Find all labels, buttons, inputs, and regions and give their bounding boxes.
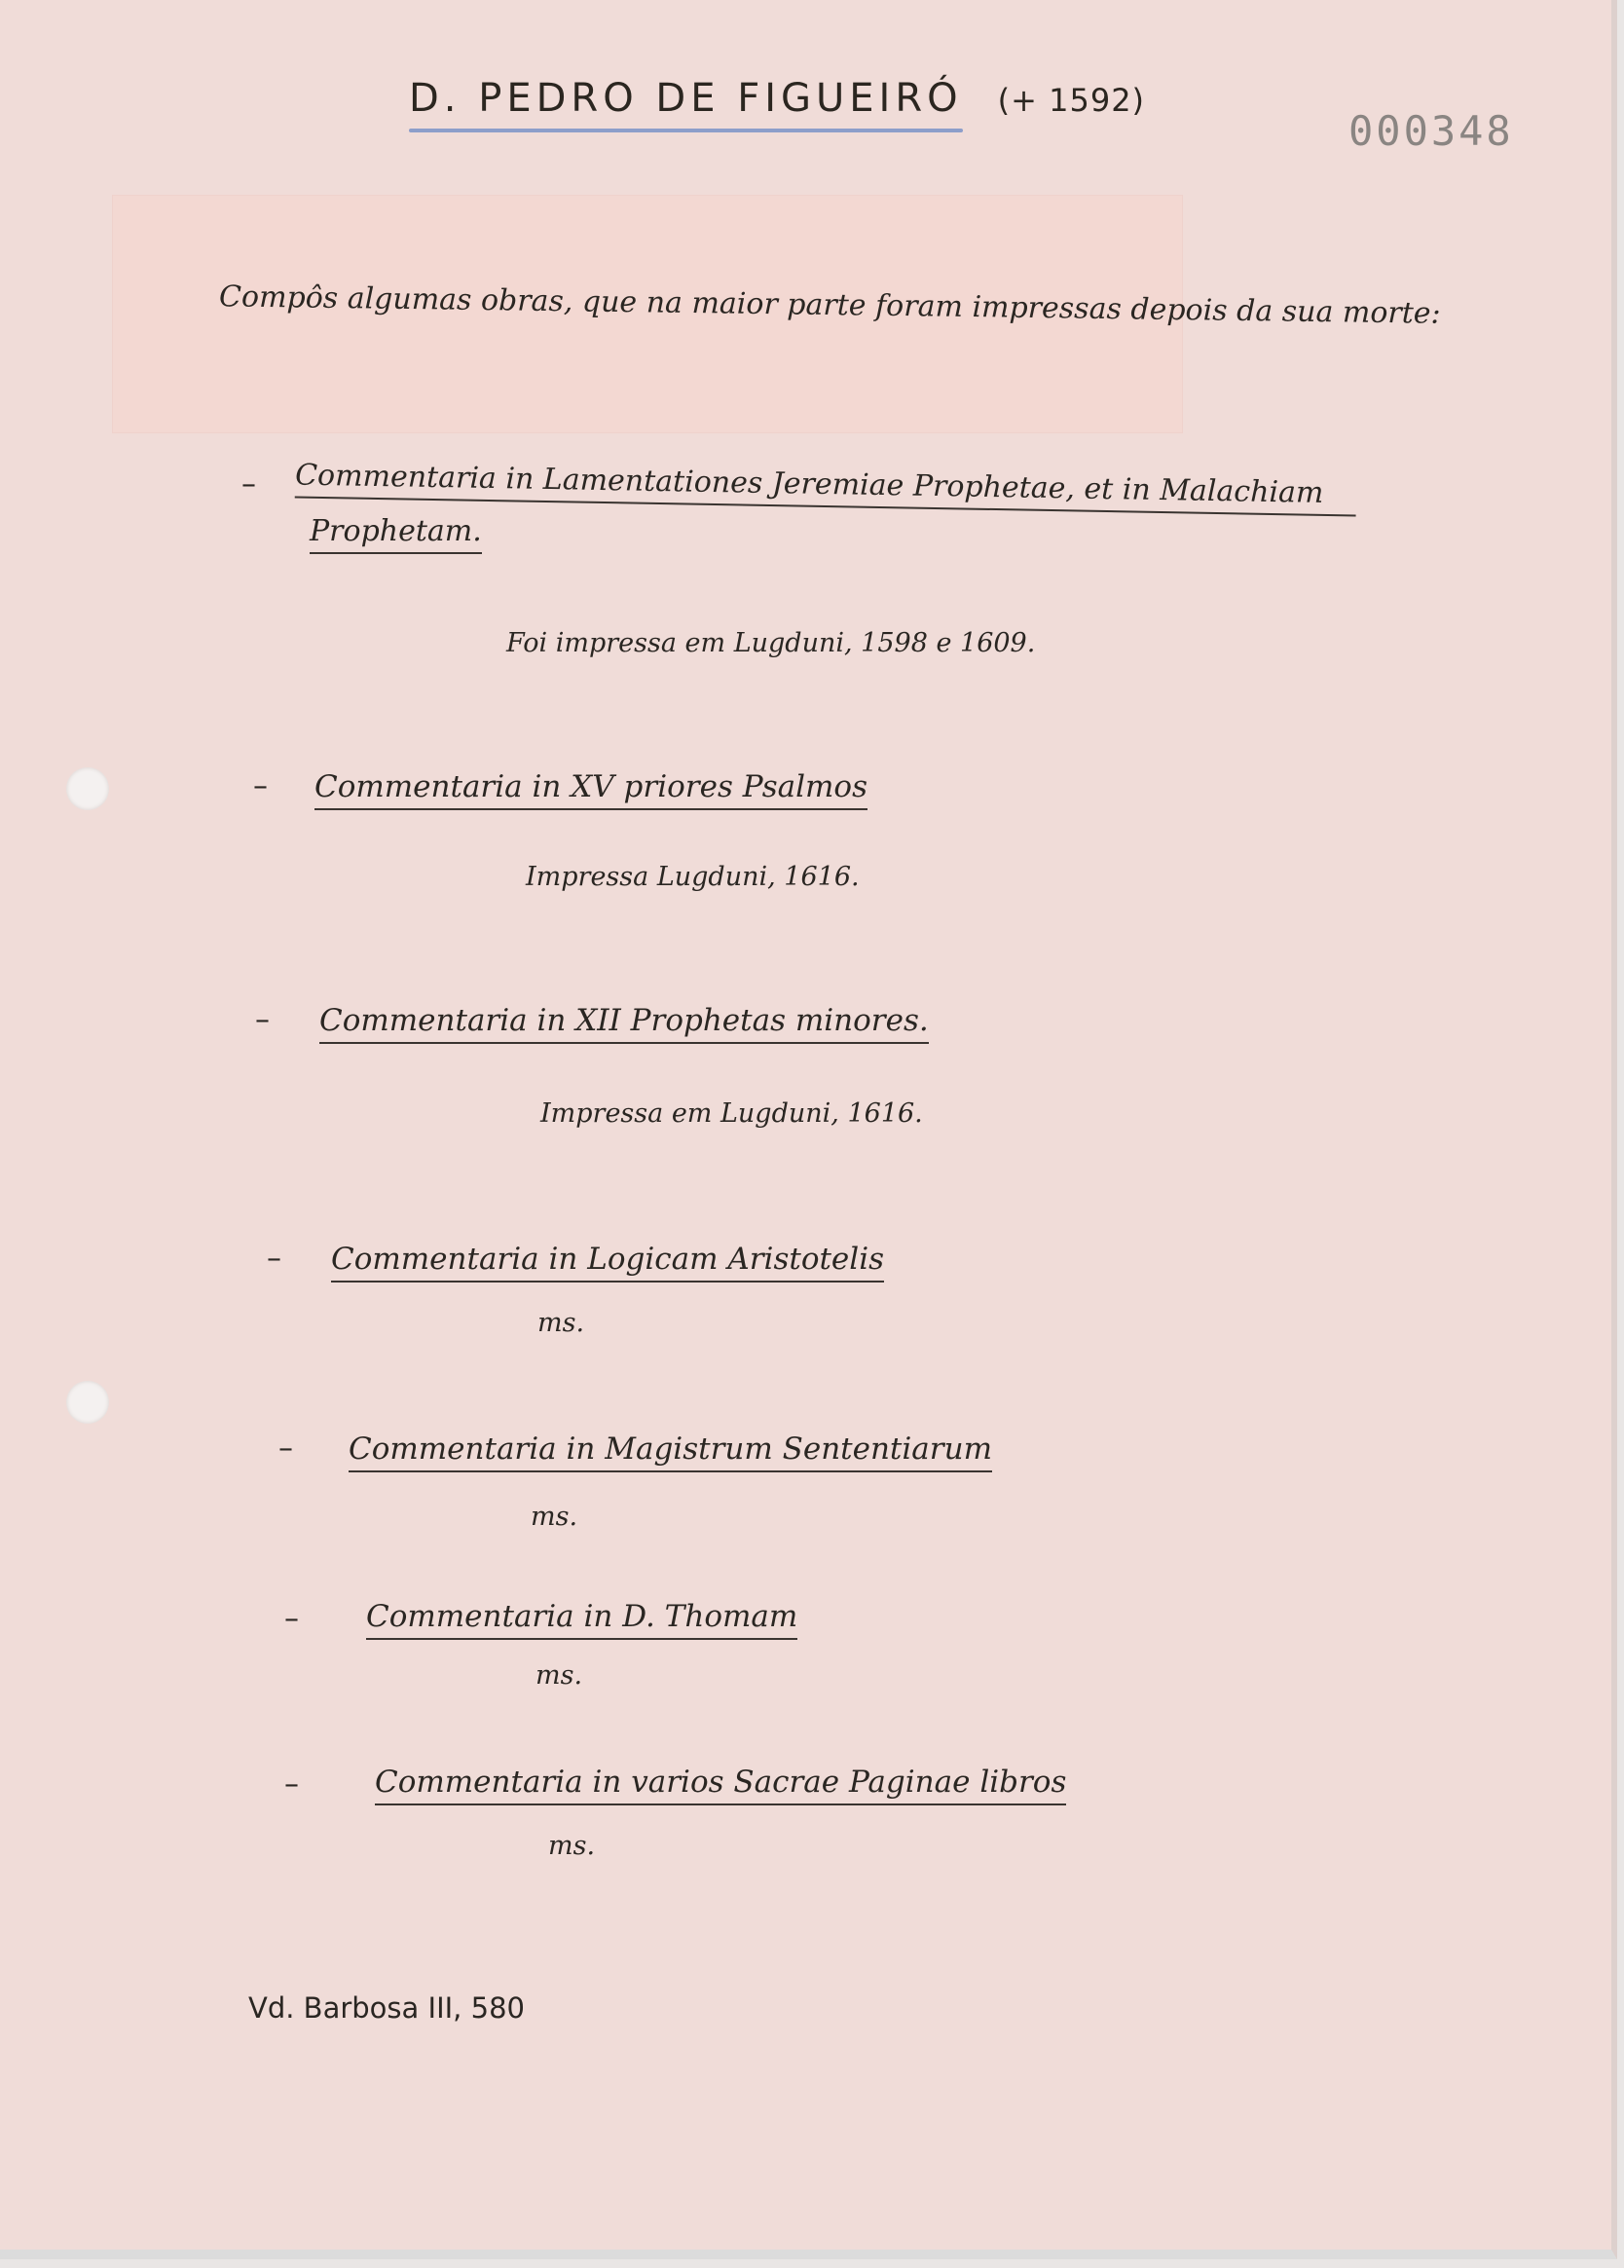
- bibliographic-reference: Vd. Barbosa III, 580: [248, 1991, 525, 2025]
- work-title: Commentaria in Lamentationes Jeremiae Prophetae, et in Malachiam: [295, 458, 1357, 516]
- intro-text: Compôs algumas obras, que na maior parte foram impressas depois da sua morte:: [218, 279, 1441, 331]
- work-note: ms.: [548, 1831, 596, 1861]
- work-title-part: Prophetam.: [310, 514, 482, 554]
- work-note: ms.: [535, 1660, 583, 1691]
- punch-hole: [66, 767, 109, 810]
- work-title: Commentaria in D. Thomam: [366, 1599, 797, 1640]
- document-stamp-number: 000348: [1348, 107, 1514, 155]
- work-title: Commentaria in XV priores Psalmos: [314, 769, 867, 810]
- work-title: Commentaria in varios Sacrae Paginae libros: [375, 1765, 1066, 1805]
- title-name: D. PEDRO DE FIGUEIRÓ: [409, 76, 963, 121]
- work-note: ms.: [531, 1502, 578, 1532]
- work-note: Impressa Lugduni, 1616.: [526, 862, 860, 892]
- work-note: Foi impressa em Lugduni, 1598 e 1609.: [506, 628, 1036, 658]
- punch-hole: [66, 1381, 109, 1424]
- work-title-continued: [310, 514, 482, 552]
- document-title: [409, 76, 1145, 121]
- work-note: ms.: [537, 1308, 585, 1338]
- list-bullet: –: [284, 1767, 299, 1802]
- work-note: Impressa em Lugduni, 1616.: [540, 1098, 923, 1129]
- list-bullet: –: [284, 1602, 299, 1636]
- list-bullet: –: [253, 769, 268, 803]
- work-title: Commentaria in Magistrum Sententiarum: [349, 1431, 992, 1472]
- list-bullet: –: [241, 467, 256, 502]
- list-bullet: –: [278, 1431, 293, 1466]
- title-dates: (+ 1592): [997, 82, 1146, 119]
- work-title: Commentaria in XII Prophetas minores.: [319, 1003, 929, 1044]
- work-title: Commentaria in Logicam Aristotelis: [331, 1242, 884, 1283]
- list-bullet: –: [255, 1003, 270, 1037]
- list-bullet: –: [267, 1242, 281, 1276]
